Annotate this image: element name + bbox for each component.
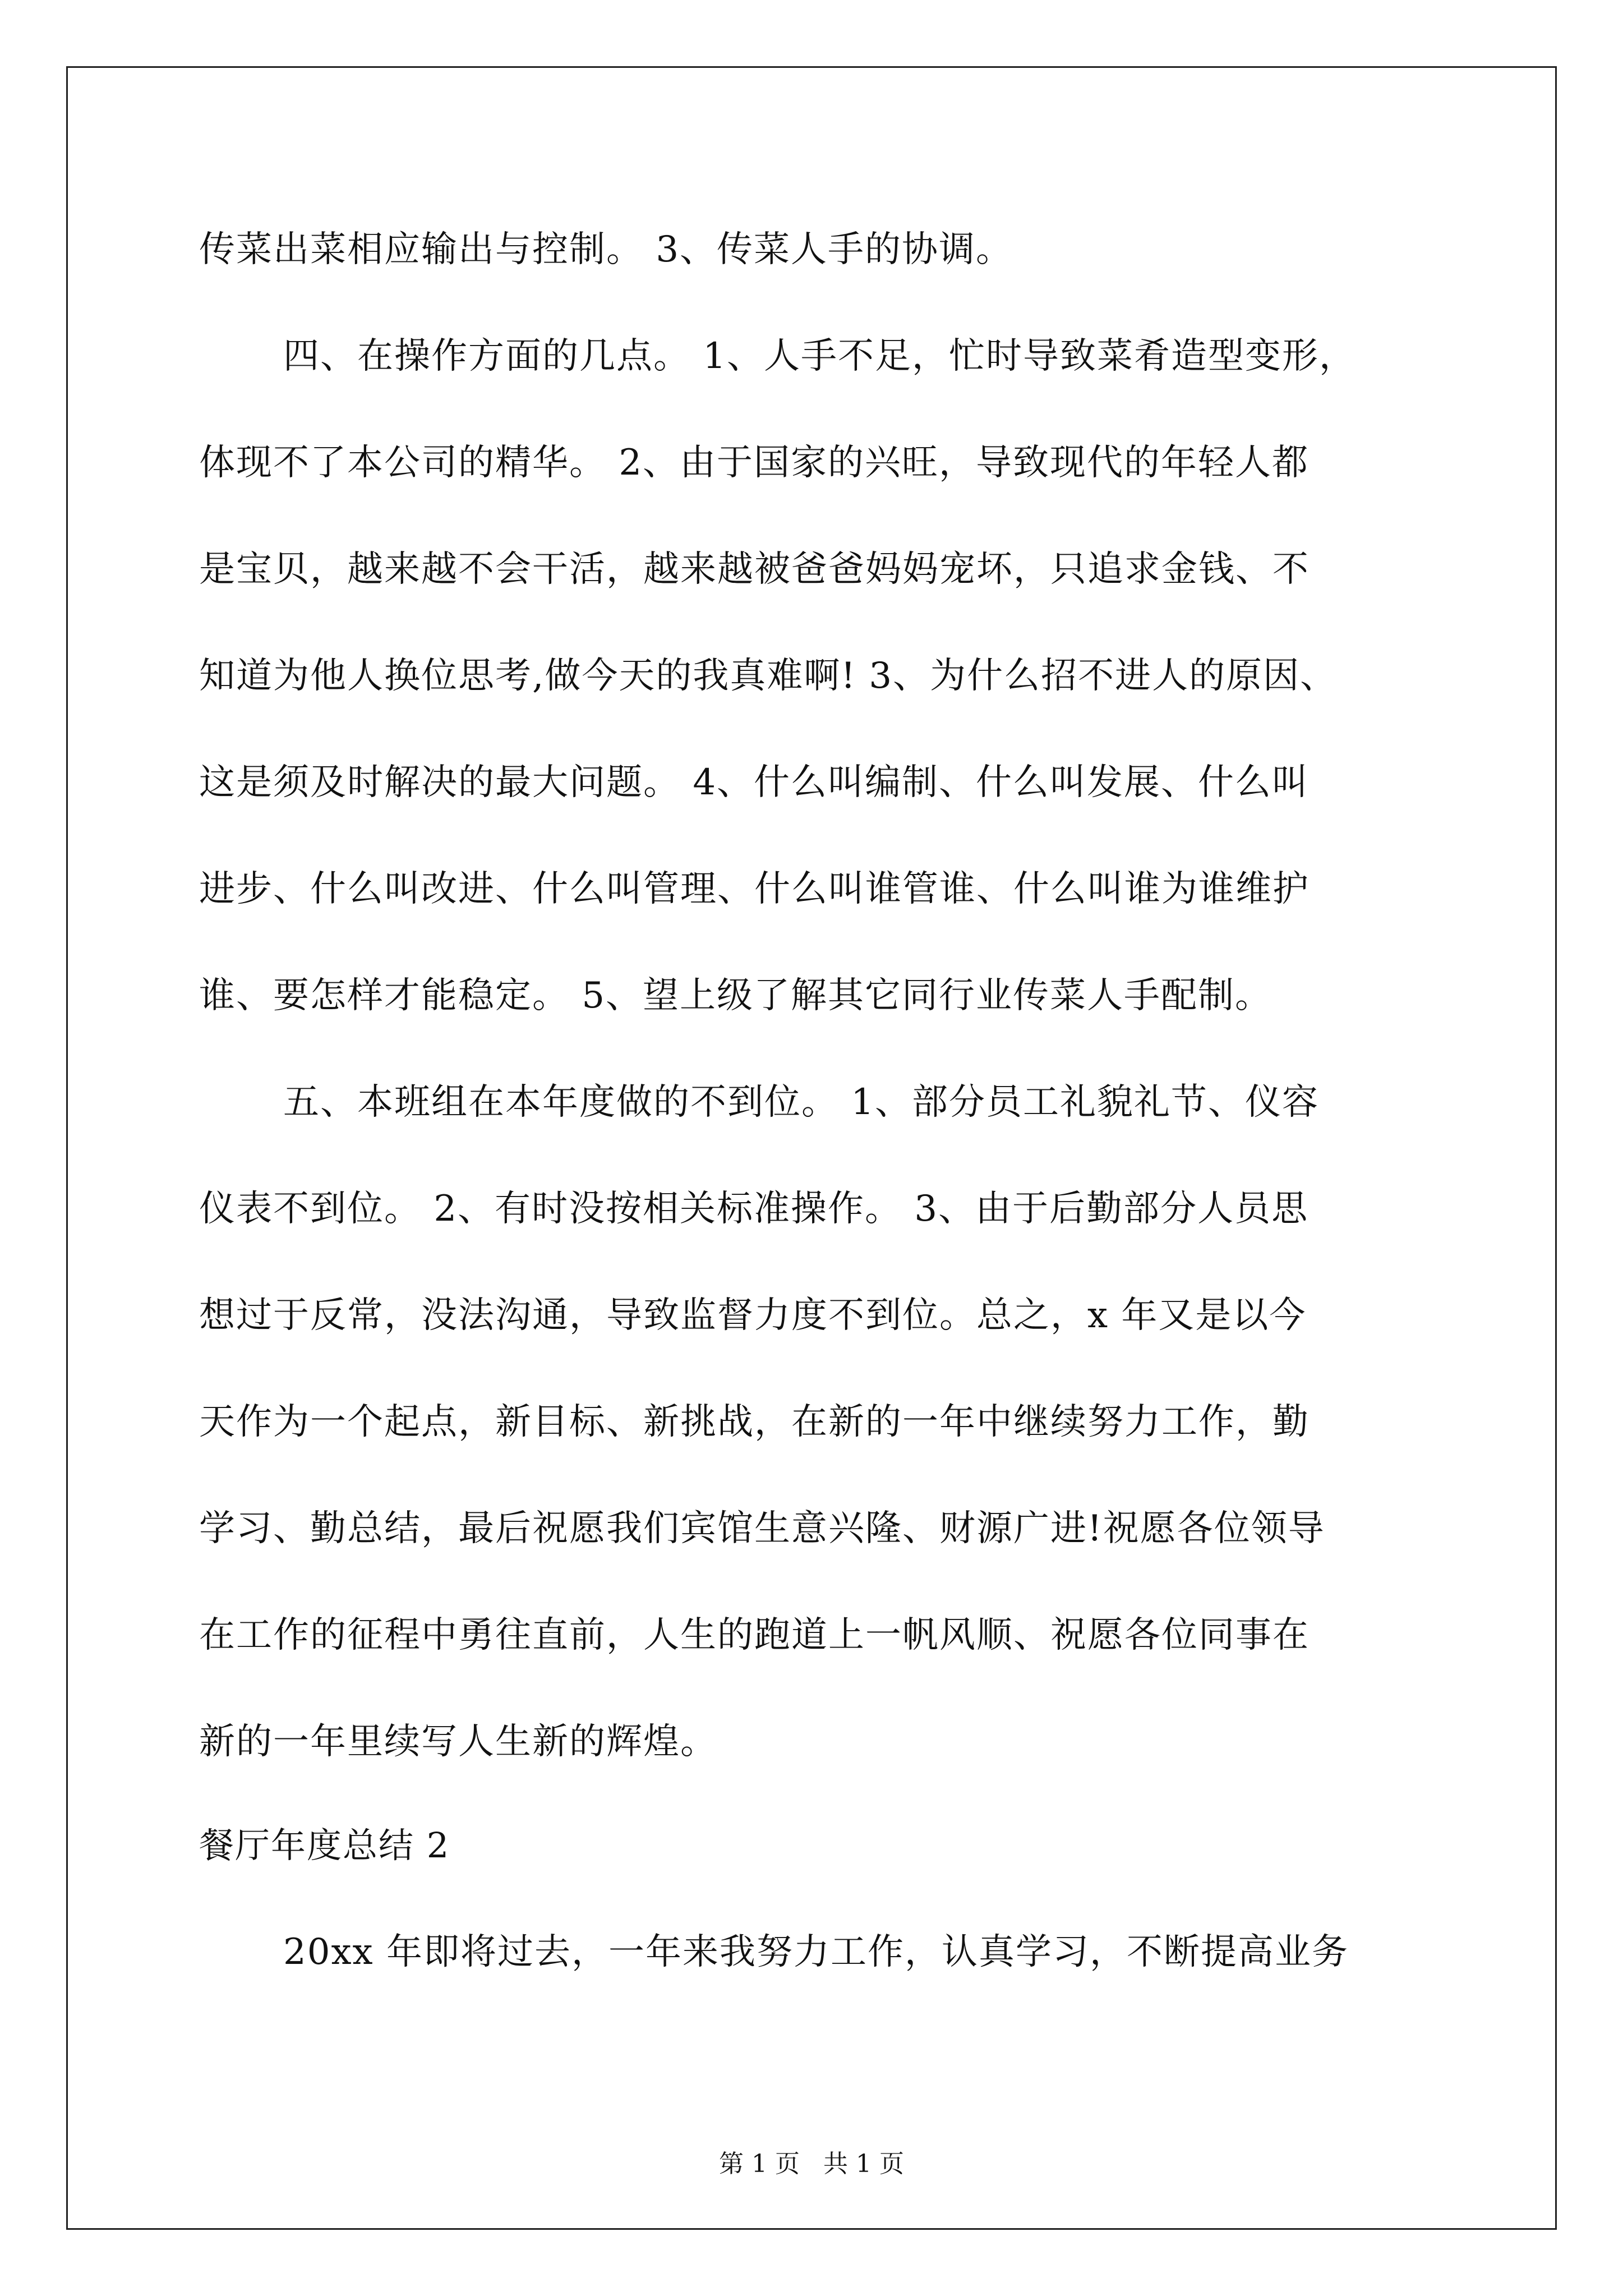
text-line: 这是须及时解决的最大问题。 4、什么叫编制、什么叫发展、什么叫 — [199, 762, 1310, 803]
text-line: 仪表不到位。 2、有时没按相关标准操作。 3、由于后勤部分人员思 — [199, 1188, 1309, 1230]
text-line: 五、本班组在本年度做的不到位。 1、部分员工礼貌礼节、仪容 — [283, 1082, 1320, 1123]
text-line: 学习、勤总结，最后祝愿我们宾馆生意兴隆、财源广进!祝愿各位领导 — [199, 1508, 1325, 1549]
text-line: 知道为他人换位思考,做今天的我真难啊! 3、为什么招不进人的原因、 — [199, 655, 1338, 697]
text-line: 想过于反常，没法沟通，导致监督力度不到位。总之，x 年又是以今 — [199, 1295, 1307, 1336]
text-line: 在工作的征程中勇往直前，人生的跑道上一帆风顺、祝愿各位同事在 — [199, 1614, 1310, 1656]
text-line: 体现不了本公司的精华。 2、由于国家的兴旺，导致现代的年轻人都 — [199, 442, 1310, 484]
text-line: 天作为一个起点，新目标、新挑战，在新的一年中继续努力工作，勤 — [199, 1401, 1310, 1443]
text-line: 谁、要怎样才能稳定。 5、望上级了解其它同行业传菜人手配制。 — [199, 975, 1272, 1016]
text-line: 是宝贝，越来越不会干活，越来越被爸爸妈妈宠坏，只追求金钱、不 — [199, 549, 1310, 590]
page-border — [66, 66, 1557, 2230]
section-heading: 餐厅年度总结 2 — [199, 1825, 450, 1866]
text-line: 进步、什么叫改进、什么叫管理、什么叫谁管谁、什么叫谁为谁维护 — [199, 868, 1310, 910]
text-line: 20xx 年即将过去，一年来我努力工作，认真学习，不断提高业务 — [283, 1931, 1349, 1973]
text-line: 四、在操作方面的几点。 1、人手不足，忙时导致菜肴造型变形， — [283, 335, 1357, 377]
text-line: 传菜出菜相应输出与控制。 3、传菜人手的协调。 — [199, 229, 1013, 270]
page-footer: 第 1 页 共 1 页 — [719, 2150, 904, 2178]
text-line: 新的一年里续写人生新的辉煌。 — [199, 1721, 717, 1763]
